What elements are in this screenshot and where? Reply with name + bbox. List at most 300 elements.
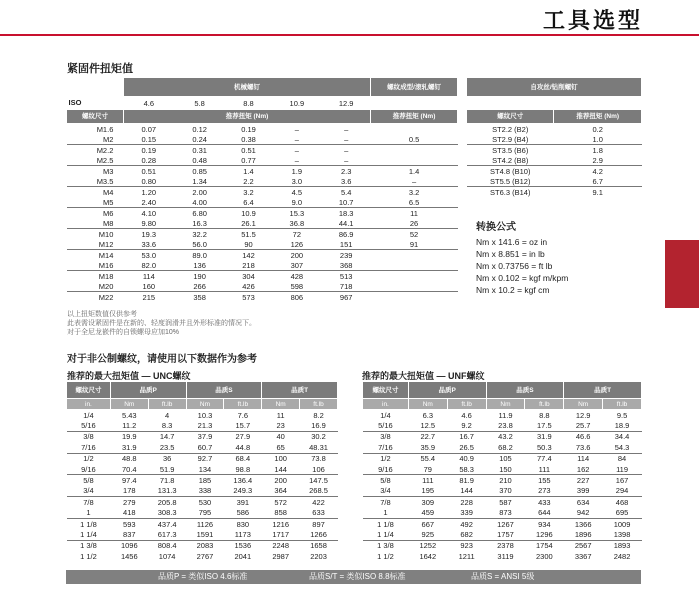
cell-value: 30.2 (311, 432, 326, 442)
cell-value: 6.3 (422, 410, 434, 420)
cell-value: 26.1 (225, 218, 272, 229)
cell-value: 339 (447, 508, 486, 519)
cell-value: 695 (603, 508, 642, 519)
cell-value: 513 (339, 271, 353, 281)
cell-value: 77.4 (537, 454, 552, 464)
cell-value: 16.7 (459, 432, 474, 442)
row-label: M10 (98, 229, 114, 239)
cell-value: 644 (525, 508, 564, 519)
table-row (67, 540, 338, 551)
cell-value: 35.9 (408, 442, 447, 453)
cell-value: 6.5 (371, 197, 458, 208)
cell-value: 71.8 (159, 476, 175, 486)
cell-value: 0.2 (592, 124, 603, 134)
cell-value: 23.5 (148, 442, 186, 453)
row-label: 7/16 (67, 442, 111, 453)
conversion-line: Nm x 10.2 = kgf cm (476, 285, 550, 295)
row-label: 1/2 (380, 454, 391, 464)
cell-value: 667 (421, 519, 435, 529)
cell-value: 119 (603, 464, 642, 475)
conversion-line: Nm x 0.102 = kgf m/kpm (476, 273, 569, 283)
cell-value: 6.7 (554, 176, 642, 187)
row-label: 1 1/2 (377, 551, 394, 561)
cell-value: 18.9 (603, 420, 642, 431)
cell-value: 1096 (120, 541, 138, 551)
cell-value: 399 (564, 486, 603, 497)
cell-value: 0.31 (192, 145, 207, 155)
cell-value: 185 (198, 476, 212, 486)
table-row (363, 529, 642, 540)
row-label: M18 (98, 271, 114, 281)
cell-value: 51.5 (241, 229, 256, 239)
cell-value: 105 (499, 454, 512, 464)
cell-value: 294 (603, 486, 642, 497)
cell-value: 426 (225, 281, 272, 292)
cell-value: – (371, 176, 458, 187)
cell-value: 1074 (158, 551, 176, 561)
row-label: 7/8 (380, 497, 391, 507)
cell-value: 210 (499, 476, 512, 486)
cell-value: 682 (447, 529, 486, 540)
cell-value: 82.0 (123, 260, 174, 271)
unf-title: 推荐的最大扭矩值 — UNF螺纹 (362, 371, 485, 381)
cell-value: 60.7 (186, 442, 224, 453)
cell-value: 1.4 (408, 166, 420, 176)
row-label: 1 1/4 (67, 529, 111, 540)
cell-value: 0.07 (141, 124, 157, 134)
cell-value: 15.7 (224, 420, 262, 431)
cell-value: 338 (186, 486, 224, 497)
cell-value: 54.3 (603, 442, 642, 453)
row-label: M1.6 (96, 124, 114, 134)
cell-value: 923 (460, 541, 473, 551)
grade-footer (66, 570, 641, 584)
cell-value: 2.9 (554, 155, 642, 166)
cell-value: 1.4 (243, 166, 254, 176)
cell-value: 1717 (262, 529, 300, 540)
cell-value: 2083 (196, 541, 214, 551)
torque-note: 对于全尼龙嵌件的自锁螺母应加10% (67, 329, 180, 336)
cell-value: 1.9 (291, 166, 303, 176)
cell-value: 11 (410, 208, 418, 218)
cell-value: 1211 (458, 551, 475, 561)
cell-value: 36.8 (272, 218, 322, 229)
cell-value: 200 (290, 250, 304, 260)
cell-value: 0.12 (192, 124, 207, 134)
cell-value: 268.5 (300, 486, 338, 497)
cell-value: 942 (564, 508, 603, 519)
cell-value: 11 (276, 410, 285, 420)
cell-value: 90 (225, 239, 272, 250)
unf-unit-in: in. (363, 399, 409, 410)
cell-value: 23 (262, 420, 300, 431)
cell-value: 3.6 (322, 176, 371, 187)
cell-value: 162 (564, 464, 603, 475)
iso-grade: 4.6 (143, 98, 155, 108)
torque-section-title: 紧固件扭矩值 (67, 63, 133, 75)
cell-value: – (294, 124, 299, 134)
cell-value: 44.8 (224, 442, 262, 453)
cell-value: 437.4 (157, 519, 177, 529)
cell-value: 4 (165, 410, 170, 420)
cell-value: 81.9 (459, 476, 474, 486)
cell-value: 617.3 (148, 529, 186, 540)
cell-value: 1.0 (554, 134, 642, 145)
table-row (67, 464, 338, 475)
cell-value: 26 (371, 218, 458, 229)
cell-value: 97.4 (121, 476, 137, 486)
row-label: 5/16 (363, 420, 409, 431)
st-torque-header: 推荐扭矩 (Nm) (554, 110, 642, 124)
footer-grade-s: 品质S = ANSI 5级 (471, 572, 535, 581)
cell-value: 925 (408, 529, 447, 540)
table-row (363, 475, 642, 486)
cell-value: 0.28 (123, 155, 174, 166)
cell-value: 8.2 (313, 410, 324, 420)
cell-value: 492 (460, 519, 473, 529)
cell-value: 147.5 (309, 476, 328, 486)
row-label: 3/8 (380, 432, 391, 442)
cell-value: 86.9 (338, 229, 354, 239)
cell-value: 459 (408, 508, 447, 519)
unf-grade-s: 品质S (486, 382, 564, 399)
row-label: 1 1/8 (377, 519, 394, 529)
cell-value: 25.7 (564, 420, 603, 431)
conversion-line: Nm x 141.6 = oz in (476, 237, 548, 247)
cell-value: 1252 (419, 541, 437, 551)
cell-value: 48.8 (121, 454, 137, 464)
cell-value: 2.40 (123, 197, 174, 208)
cell-value: 32.2 (192, 229, 207, 239)
unf-unit-ftlb: ft.lb (603, 399, 642, 410)
row-label: M22 (98, 292, 114, 302)
table-row (363, 410, 642, 421)
cell-value: 37.9 (197, 432, 213, 442)
cell-value: 9.5 (616, 410, 628, 420)
row-label: ST3.5 (B6) (492, 145, 529, 155)
unf-unit-ftlb: ft.lb (447, 399, 486, 410)
cell-value: 1591 (186, 529, 224, 540)
unf-unit-nm: Nm (564, 399, 603, 410)
torque-column-header: 推荐扭矩 (Nm) (123, 110, 370, 124)
table-row (67, 497, 338, 508)
cell-value: 1173 (224, 529, 262, 540)
header-divider (0, 34, 699, 36)
cell-value: 0.80 (123, 176, 174, 187)
cell-value: 1126 (196, 519, 214, 529)
self-tapping-table (466, 77, 642, 197)
cell-value: 2248 (272, 541, 289, 551)
forming-screw-header: 螺纹成型/滚轧螺钉 (371, 78, 458, 97)
row-label: 3/8 (83, 432, 94, 442)
cell-value: 6.80 (192, 208, 207, 218)
table-row (67, 442, 338, 453)
cell-value: 89.0 (192, 250, 207, 260)
unf-grade-p: 品质P (408, 382, 486, 399)
cell-value: 26.5 (447, 442, 486, 453)
cell-value: 1642 (419, 551, 437, 561)
unf-table (362, 381, 642, 561)
row-label: 1/2 (83, 454, 94, 464)
cell-value: 195 (408, 486, 447, 497)
cell-value: 11.2 (110, 420, 148, 431)
cell-value: 634 (576, 497, 590, 507)
table-row (67, 292, 458, 303)
row-label: M8 (67, 218, 124, 229)
cell-value: 5.43 (121, 410, 137, 420)
cell-value: 897 (312, 519, 325, 529)
cell-value: 12.5 (408, 420, 447, 431)
cell-value: 587 (499, 497, 512, 507)
cell-value: 4.2 (592, 166, 603, 176)
cell-value: 249.3 (224, 486, 262, 497)
iso-label: ISO (68, 98, 82, 108)
table-row (363, 551, 642, 561)
cell-value: 31.9 (110, 442, 148, 453)
unc-unit-in: in. (67, 399, 111, 410)
row-label: 7/16 (363, 442, 409, 453)
cell-value: 144 (262, 464, 300, 475)
cell-value: 3119 (497, 551, 514, 561)
row-label: 1 (67, 508, 111, 519)
unf-unit-nm: Nm (486, 399, 525, 410)
cell-value: 1536 (234, 541, 252, 551)
cell-value: 73.6 (564, 442, 603, 453)
table-row (67, 197, 458, 208)
row-label: M2 (67, 134, 124, 145)
iso-grade: 10.9 (289, 98, 305, 108)
conversion-line: Nm x 8.851 = in lb (476, 249, 545, 259)
cell-value: 151 (322, 239, 371, 250)
cell-value: 1009 (613, 519, 631, 529)
cell-value: – (344, 145, 349, 155)
cell-value: 7.6 (237, 410, 249, 420)
cell-value: 8.8 (539, 410, 550, 420)
cell-value: 40 (276, 432, 285, 442)
row-label: 1 1/2 (80, 551, 97, 561)
cell-value (371, 271, 458, 282)
cell-value: 2567 (574, 541, 592, 551)
cell-value: 1754 (535, 541, 553, 551)
cell-value (371, 281, 458, 292)
table-row (363, 464, 642, 475)
cell-value: 126 (272, 239, 322, 250)
cell-value: 17.5 (525, 420, 564, 431)
cell-value: 19.9 (121, 432, 137, 442)
cell-value: 65 (262, 442, 300, 453)
table-row (67, 208, 458, 219)
cell-value: 6.4 (225, 197, 272, 208)
cell-value: 215 (142, 292, 156, 302)
cell-value: 190 (193, 271, 206, 281)
cell-value: 418 (110, 508, 148, 519)
cell-value: 200 (274, 476, 287, 486)
cell-value: 5.4 (340, 187, 352, 197)
cell-value: – (322, 155, 371, 166)
iso-grade: 5.8 (194, 98, 205, 108)
cell-value: 633 (300, 508, 338, 519)
cell-value: 0.51 (141, 166, 157, 176)
unc-unit-ftlb: ft.lb (148, 399, 186, 410)
table-row (67, 551, 338, 561)
cell-value: 304 (242, 271, 255, 281)
table-row (467, 155, 642, 166)
cell-value: 18.3 (338, 208, 354, 218)
footer-grade-p: 品质P = 类似ISO 4.6标准 (158, 572, 248, 581)
cell-value: 4.10 (141, 208, 157, 218)
cell-value: 9.80 (123, 218, 174, 229)
cell-value: 14.7 (159, 432, 175, 442)
row-label: M3 (102, 166, 114, 176)
cell-value: 1.8 (592, 145, 603, 155)
cell-value: 27.9 (235, 432, 251, 442)
cell-value: 2.3 (340, 166, 352, 176)
cell-value: 2767 (196, 551, 214, 561)
cell-value: 0.15 (123, 134, 174, 145)
row-label: 1/4 (380, 410, 391, 420)
cell-value: 70.4 (110, 464, 148, 475)
cell-value: 4.5 (291, 187, 303, 197)
row-label: M16 (67, 260, 124, 271)
cell-value: 10.9 (241, 208, 256, 218)
cell-value: 98.8 (224, 464, 262, 475)
cell-value: 2.00 (192, 187, 207, 197)
cell-value: 795 (186, 508, 224, 519)
cell-value: 1.34 (174, 176, 225, 187)
cell-value (371, 124, 458, 135)
cell-value: 279 (123, 497, 136, 507)
section-tab (665, 240, 699, 308)
cell-value: 55.4 (420, 454, 436, 464)
cell-value: 144 (447, 486, 486, 497)
cell-value: – (322, 134, 371, 145)
cell-value: 205.8 (157, 497, 177, 507)
cell-value: 52 (409, 229, 419, 239)
row-label: M12 (67, 239, 124, 250)
cell-value: 1266 (300, 529, 338, 540)
cell-value: 142 (242, 250, 255, 260)
cell-value: 808.4 (157, 541, 177, 551)
cell-value: 46.6 (575, 432, 591, 442)
cell-value: 266 (174, 281, 225, 292)
cell-value: – (272, 134, 322, 145)
row-label: 5/8 (83, 476, 94, 486)
cell-value: 0.19 (141, 145, 157, 155)
cell-value: 586 (224, 508, 262, 519)
cell-value: 68.2 (486, 442, 525, 453)
row-label: 7/8 (83, 497, 94, 507)
cell-value (371, 292, 458, 303)
cell-value: – (294, 145, 299, 155)
iso-grade: 12.9 (338, 98, 354, 108)
cell-value: 530 (198, 497, 212, 507)
cell-value: 33.6 (123, 239, 174, 250)
row-label: 1 (363, 508, 409, 519)
self-tap-header: 自攻丝/钻削螺钉 (467, 78, 642, 97)
table-row (67, 250, 458, 261)
row-label: ST2.9 (B4) (467, 134, 554, 145)
cell-value: 598 (272, 281, 322, 292)
table-row (363, 540, 642, 551)
cell-value: 391 (236, 497, 250, 507)
row-label: M4 (102, 187, 114, 197)
cell-value: 91 (371, 239, 458, 250)
cell-value: 2300 (535, 551, 553, 561)
cell-value: 92.7 (197, 454, 213, 464)
page-title: 工具选型 (542, 8, 643, 33)
cell-value: 8.3 (148, 420, 186, 431)
row-label: M5 (67, 197, 124, 208)
cell-value: 1366 (574, 519, 592, 529)
cell-value: 858 (262, 508, 300, 519)
cell-value: 0.51 (241, 145, 256, 155)
cell-value: 21.3 (186, 420, 224, 431)
unc-table (66, 381, 338, 561)
cell-value: 1296 (525, 529, 564, 540)
row-label: 1 3/8 (377, 541, 394, 551)
table-row (67, 176, 458, 187)
row-label: 1 1/8 (80, 519, 97, 529)
cell-value: 364 (262, 486, 300, 497)
row-label: 1 3/8 (80, 541, 97, 551)
cell-value: 72 (292, 229, 302, 239)
cell-value: 3.2 (408, 187, 420, 197)
row-label: 1/4 (83, 410, 94, 420)
cell-value (371, 260, 458, 271)
table-row (67, 145, 458, 156)
cell-value: 19.3 (141, 229, 157, 239)
cell-value: 111 (525, 464, 564, 475)
machine-screw-table (66, 77, 458, 302)
cell-value: 3367 (574, 551, 592, 561)
cell-value: 1456 (120, 551, 138, 561)
cell-value: 34.4 (614, 432, 630, 442)
cell-value: 308.3 (148, 508, 186, 519)
cell-value: 370 (486, 486, 525, 497)
cell-value: – (344, 124, 349, 134)
footer-grade-st: 品质S/T = 类似ISO 8.8标准 (309, 572, 406, 581)
row-label: 3/4 (67, 486, 111, 497)
cell-value: 136.4 (233, 476, 253, 486)
cell-value: 307 (272, 260, 322, 271)
cell-value: 2.2 (225, 176, 272, 187)
cell-value: 40.9 (459, 454, 474, 464)
unc-grade-s: 品质S (186, 382, 262, 399)
conversion-box (476, 222, 568, 296)
cell-value: 48.31 (300, 442, 338, 453)
cell-value: 16.9 (300, 420, 338, 431)
unf-size-header: 螺纹尺寸 (363, 382, 409, 399)
cell-value: 218 (225, 260, 272, 271)
forming-torque-header: 推荐扭矩 (Nm) (371, 110, 458, 124)
table-row (467, 176, 642, 187)
cell-value: 131.3 (148, 486, 186, 497)
table-row (467, 134, 642, 145)
cell-value: 2203 (310, 551, 327, 561)
cell-value: 2378 (497, 541, 514, 551)
cell-value: 309 (421, 497, 435, 507)
row-label: M6 (102, 208, 114, 218)
table-row (67, 124, 458, 135)
cell-value: 0.19 (241, 124, 256, 134)
row-label: 3/4 (363, 486, 409, 497)
cell-value: 358 (193, 292, 206, 302)
unc-title: 推荐的最大扭矩值 — UNC螺纹 (67, 371, 191, 381)
cell-value: 239 (339, 250, 353, 260)
row-label: 9/16 (363, 464, 409, 475)
cell-value: 11.9 (498, 410, 513, 420)
cell-value: 134 (186, 464, 224, 475)
